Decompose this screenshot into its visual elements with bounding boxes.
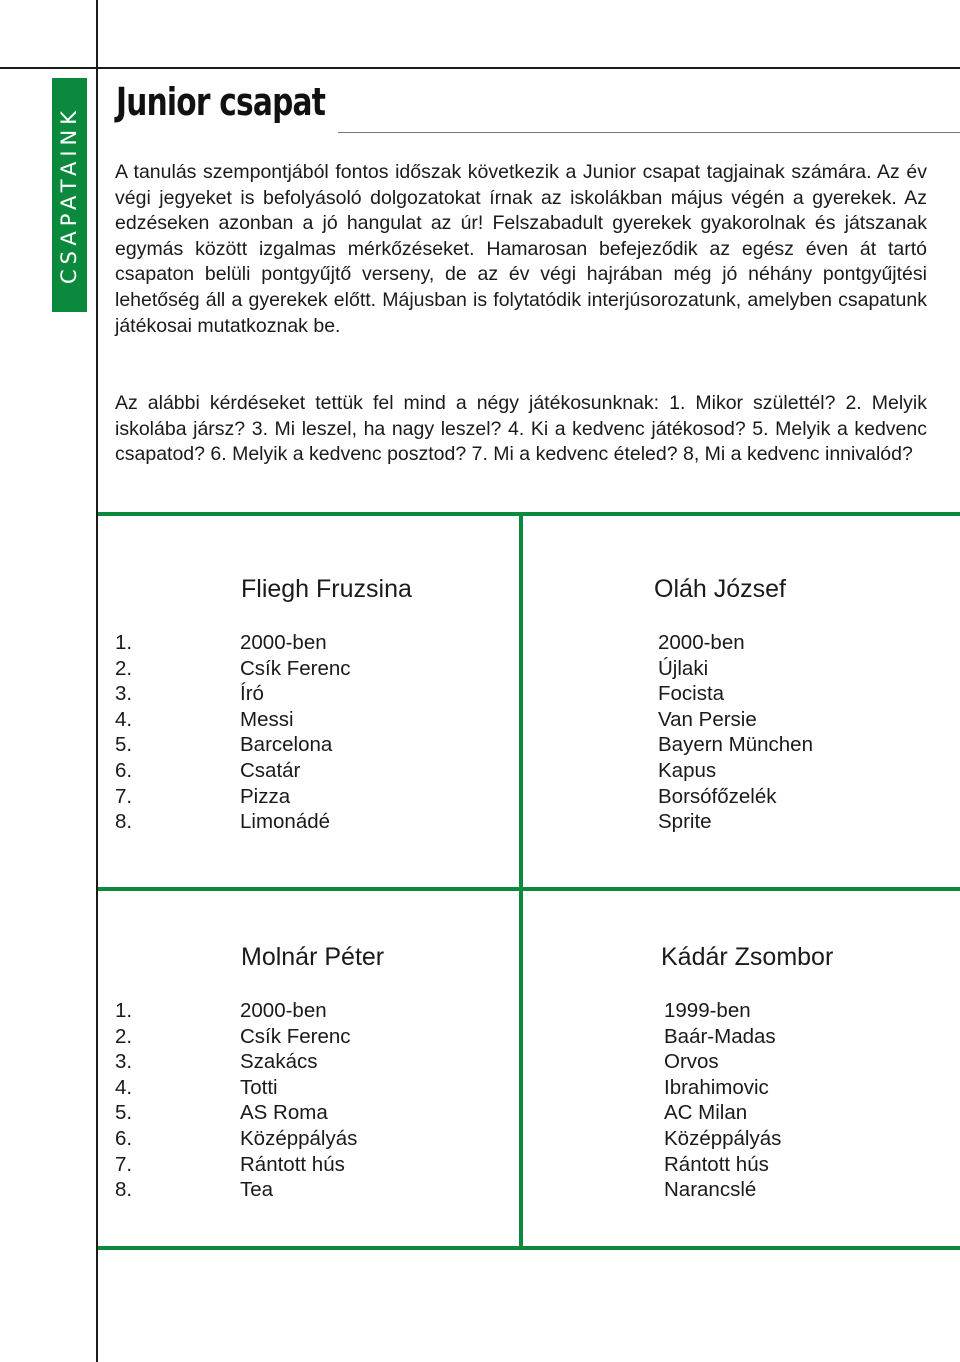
answer-item: 2000-ben xyxy=(240,999,327,1022)
title-underline xyxy=(338,132,960,133)
answer-item: 2000-ben xyxy=(658,631,745,654)
grid-divider-lower xyxy=(519,889,523,1248)
player-name: Oláh József xyxy=(654,575,787,603)
answer-item: Csatár xyxy=(240,758,301,782)
question-number: 7. xyxy=(115,784,133,808)
grid-divider-upper xyxy=(519,514,523,890)
answer-item: AS Roma xyxy=(240,1101,328,1125)
answer-item: Szakács xyxy=(240,1050,318,1074)
answer-item: Limonádé xyxy=(240,810,331,834)
answer-item: AC Milan xyxy=(664,1101,748,1125)
answer-item: Tea xyxy=(240,1178,274,1202)
grid-line-middle xyxy=(98,887,960,891)
answer-item: Narancslé xyxy=(664,1178,757,1202)
answer-item: Kapus xyxy=(658,758,717,782)
answer-list xyxy=(240,630,351,835)
answer-item: Focista xyxy=(658,682,725,706)
player-name: Fliegh Fruzsina xyxy=(241,575,412,603)
answer-item: Rántott hús xyxy=(664,1152,769,1176)
answer-item: Totti xyxy=(240,1075,278,1099)
question-number: 4. xyxy=(115,707,133,731)
answer-item: Borsófőzelék xyxy=(658,784,777,808)
grid-line-top xyxy=(98,512,960,516)
questions-paragraph: Az alábbi kérdéseket tettük fel mind a négy játékosunknak: 1. Mikor születtél? 2. Melyik iskolába jársz? 3. Mi leszel, ha nagy leszel? 4. Ki a kedvenc játékosod? 5. Melyik a kedvenc csapatod? 6. Melyik a kedvenc posztod? 7. Mi a kedvenc ételed? 8, Mi a kedvenc innivalód? xyxy=(115,392,927,466)
answer-item: Sprite xyxy=(658,810,712,834)
question-number: 3. xyxy=(115,682,133,706)
answer-list xyxy=(664,998,781,1203)
answer-item: 2000-ben xyxy=(240,631,327,654)
question-number-list xyxy=(115,630,132,835)
answer-item: Orvos xyxy=(664,1050,719,1074)
answer-item: Rántott hús xyxy=(240,1152,345,1176)
page-title: Junior csapat xyxy=(116,80,326,124)
question-number: 4. xyxy=(115,1075,133,1099)
question-number: 5. xyxy=(115,733,133,757)
answer-item: Van Persie xyxy=(658,707,757,731)
answer-item: Bayern München xyxy=(658,733,813,757)
question-number: 6. xyxy=(115,758,133,782)
question-number: 5. xyxy=(115,1101,133,1125)
question-number: 7. xyxy=(115,1152,133,1176)
answer-item: Messi xyxy=(240,707,294,731)
question-number: 6. xyxy=(115,1126,133,1150)
answer-item: Pizza xyxy=(240,784,291,808)
answer-item: Csík Ferenc xyxy=(240,1024,351,1048)
question-number: 1. xyxy=(115,631,133,654)
answer-item: Ibrahimovic xyxy=(664,1075,769,1099)
question-number: 2. xyxy=(115,656,133,680)
answer-item: Baár-Madas xyxy=(664,1024,776,1048)
grid-line-bottom xyxy=(98,1246,960,1250)
question-number: 3. xyxy=(115,1050,133,1074)
page-top-rule xyxy=(0,67,960,69)
question-number: 8. xyxy=(115,810,133,834)
question-number: 2. xyxy=(115,1024,133,1048)
answer-item: Barcelona xyxy=(240,733,333,757)
answer-list xyxy=(658,630,813,835)
answer-item: Csík Ferenc xyxy=(240,656,351,680)
answer-item: Középpályás xyxy=(664,1126,782,1150)
player-name: Kádár Zsombor xyxy=(661,943,834,971)
answer-item: Író xyxy=(240,682,264,706)
question-number: 1. xyxy=(115,999,133,1022)
question-number: 8. xyxy=(115,1178,133,1202)
player-name: Molnár Péter xyxy=(241,943,385,971)
question-number-list xyxy=(115,998,132,1203)
answer-list xyxy=(240,998,357,1203)
section-tab-label: CSAPATAINK xyxy=(57,105,82,285)
answer-item: 1999-ben xyxy=(664,999,751,1022)
page-vertical-rule xyxy=(96,0,98,1362)
answer-item: Középpályás xyxy=(240,1126,358,1150)
answer-item: Újlaki xyxy=(658,656,709,680)
section-tab xyxy=(52,78,87,312)
intro-paragraph: A tanulás szempontjából fontos időszak következik a Junior csapat tagjainak számára. Az év végi jegyeket is befolyásoló dolgozatokat írnak az iskolákban május végén a gyerekek. Az edzéseken azonban a jó hangulat az úr! Felszabadult gyerekek gyakorolnak és játszanak egymás között izgalmas mérkőzéseket. Hamarosan befejeződik az egész éven át tartó csapaton belüli pontgyűjtő verseny, de az év végi hajrában még jó néhány pontgyűjtési lehetőség áll a gyerekek előtt. Májusban is folytatódik interjúsorozatunk, amelyben csapatunk játékosai mutatkoznak be. xyxy=(115,161,927,337)
